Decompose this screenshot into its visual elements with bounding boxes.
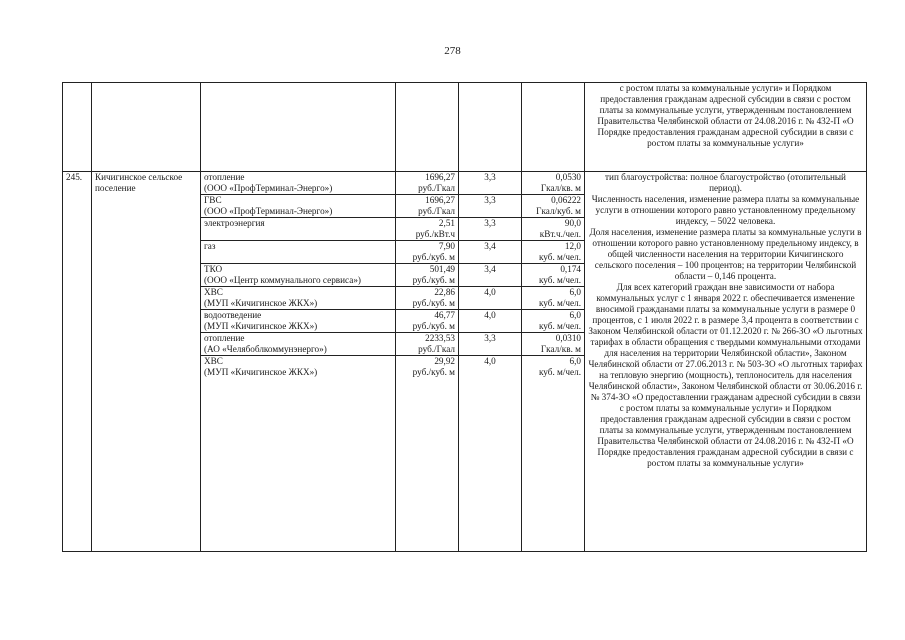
tariff-value: 22,86 руб./куб. м — [396, 287, 459, 310]
index-value: 3,4 — [459, 264, 522, 287]
service-name: водоотведение (МУП «Кичигинское ЖКХ») — [201, 310, 396, 333]
index-value: 4,0 — [459, 287, 522, 310]
cell-norm — [522, 83, 585, 172]
index-value: 4,0 — [459, 356, 522, 552]
service-name: электроэнергия — [201, 218, 396, 241]
continuation-row — [63, 83, 867, 172]
cell-service — [201, 83, 396, 172]
index-value: 3,3 — [459, 172, 522, 195]
entry-number: 245. — [63, 172, 92, 552]
index-value: 3,3 — [459, 333, 522, 356]
norm-value: 6,0 куб. м/чел. — [522, 287, 585, 310]
cell-number — [63, 83, 92, 172]
cell-index — [459, 83, 522, 172]
tariff-value: 46,77 руб./куб. м — [396, 310, 459, 333]
service-name: отопление (АО «Челябоблкоммунэнерго») — [201, 333, 396, 356]
norm-value: 90,0 кВт.ч./чел. — [522, 218, 585, 241]
index-value: 3,3 — [459, 195, 522, 218]
index-value: 4,0 — [459, 310, 522, 333]
norm-value: 0,0530 Гкал/кв. м — [522, 172, 585, 195]
tariff-value: 7,90 руб./куб. м — [396, 241, 459, 264]
service-name: ХВС (МУП «Кичигинское ЖКХ») — [201, 356, 396, 552]
tariff-value: 1696,27 руб./Гкал — [396, 172, 459, 195]
service-name: ГВС (ООО «ПрофТерминал-Энерго») — [201, 195, 396, 218]
cell-municipality — [92, 83, 201, 172]
cell-tariff — [396, 83, 459, 172]
cell-note-continuation: с ростом платы за коммунальные услуги» и Порядком предоставления гражданам адресной субсидии в связи с ростом платы за коммунальные услуги, утвержденным постановлением Правительства Челябинской области от 24.08.2016 г. № 432-П «О Порядке предоставления гражданам адресной субсидии в связи с ростом платы за коммунальные услуги» — [585, 83, 867, 172]
page-number: 278 — [444, 45, 461, 57]
entry-note: тип благоустройства: полное благоустройство (отопительный период). Численность населения, изменение размера платы за коммунальные услуги в отношении которого равно установленному предельному индексу, – 5022 человека. Доля населения, изменение размера платы за коммунальные услуги в отношении которого равно установленному предельному индексу, в общей численности населения на территории Кичигинского сельского поселения – 100 процентов; на территории Челябинской области – 0,146 процента. Для всех категорий граждан вне зависимости от набора коммунальных услуг с 1 января 2022 г. обеспечивается изменение вносимой гражданами платы за коммунальные услуги в размере 0 процентов, с 1 июля 2022 г. в размере 3,4 процента в соответствии с Законом Челябинской области от 01.12.2020 г. № 266-ЗО «О льготных тарифах в области обращения с твердыми коммунальными отходами для населения на территории Челябинской области», Законом Челябинской области от 27.06.2013 г. № 503-ЗО «О льготных тарифах на тепловую энергию (мощность), теплоноситель для населения Челябинской области», Законом Челябинской области от 30.06.2016 г. № 374-ЗО «О предоставлении гражданам адресной субсидии в связи с ростом платы за коммунальные услуги» и Порядком предоставления гражданам адресной субсидии в связи с ростом платы за коммунальные услуги, утвержденным постановлением Правительства Челябинской области от 24.08.2016 г. № 432-П «О Порядке предоставления гражданам адресной субсидии в связи с ростом платы за коммунальные услуги» — [585, 172, 867, 552]
norm-value: 12,0 куб. м/чел. — [522, 241, 585, 264]
norm-value: 0,06222 Гкал/куб. м — [522, 195, 585, 218]
municipality-name: Кичигинское сельское поселение — [92, 172, 201, 552]
service-name: газ — [201, 241, 396, 264]
service-name: отопление (ООО «ПрофТерминал-Энерго») — [201, 172, 396, 195]
index-value: 3,4 — [459, 241, 522, 264]
tariff-value: 1696,27 руб./Гкал — [396, 195, 459, 218]
norm-value: 0,174 куб. м/чел. — [522, 264, 585, 287]
tariff-value: 29,92 руб./куб. м — [396, 356, 459, 552]
service-row — [63, 172, 867, 195]
norm-value: 6,0 куб. м/чел. — [522, 310, 585, 333]
index-value: 3,3 — [459, 218, 522, 241]
service-name: ТКО (ООО «Центр коммунального сервиса») — [201, 264, 396, 287]
tariff-value: 2233,53 руб./Гкал — [396, 333, 459, 356]
tariff-table — [62, 82, 867, 552]
norm-value: 6,0 куб. м/чел. — [522, 356, 585, 552]
service-name: ХВС (МУП «Кичигинское ЖКХ») — [201, 287, 396, 310]
tariff-value: 2,51 руб./кВт.ч — [396, 218, 459, 241]
tariff-value: 501,49 руб./куб. м — [396, 264, 459, 287]
norm-value: 0,0310 Гкал/кв. м — [522, 333, 585, 356]
